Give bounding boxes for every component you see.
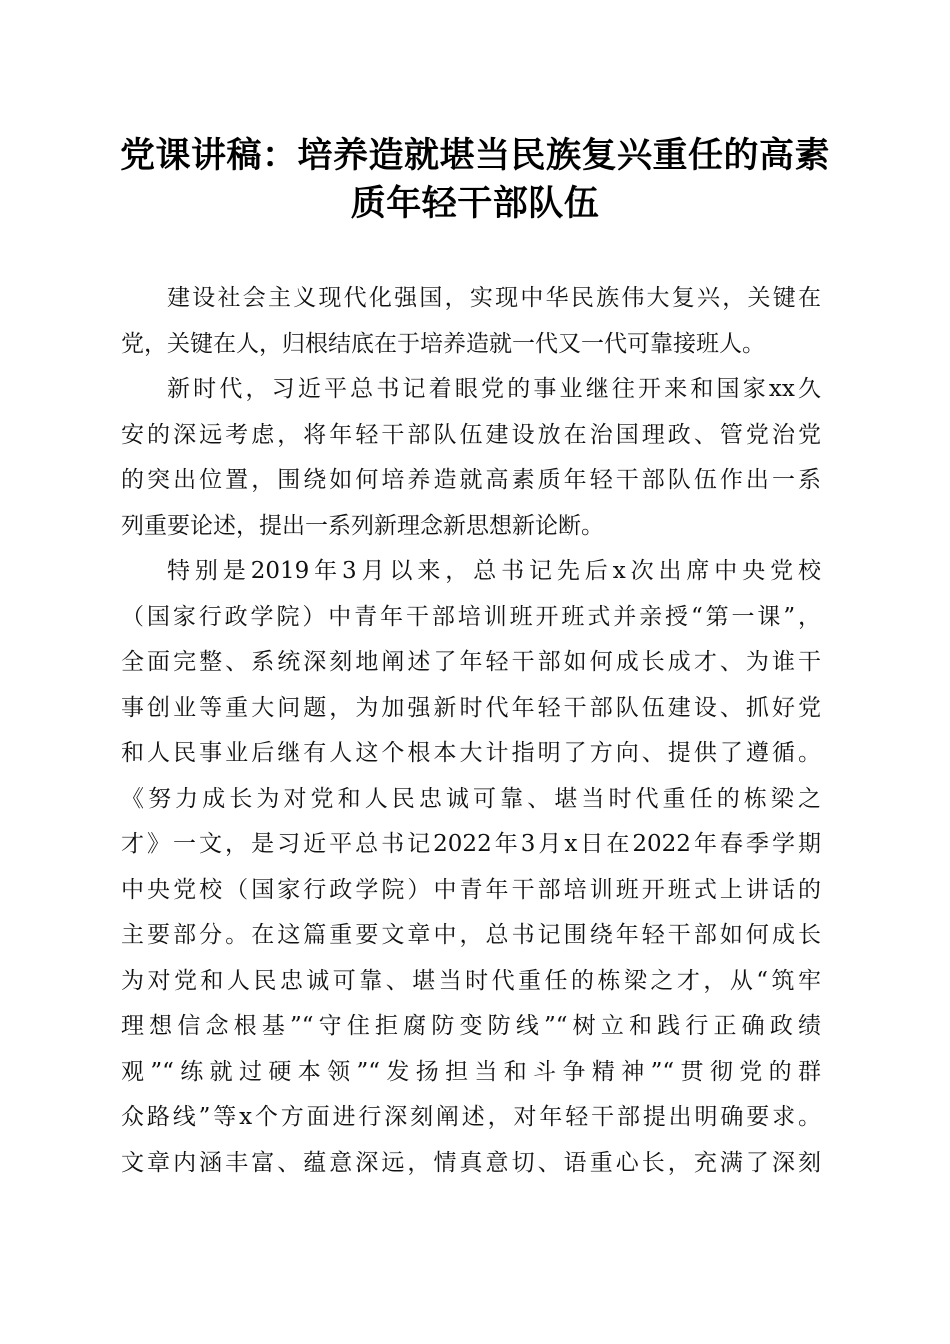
document-title: [110, 132, 840, 228]
paragraph-line: 全面完整、系统深刻地阐述了年轻干部如何成长成才、为谁干: [121, 649, 821, 675]
paragraph-1: [121, 276, 821, 367]
paragraph-line: 理想信念根基”“守住拒腐防变防线”“树立和践行正确政绩: [121, 1013, 821, 1039]
paragraph-line: 的突出位置，围绕如何培养造就高素质年轻干部队伍作出一系: [121, 467, 821, 493]
paragraph-line: 才》一文，是习近平总书记2022年3月x日在2022年春季学期: [121, 831, 821, 857]
paragraph-line: 特别是2019年3月以来，总书记先后x次出席中央党校: [167, 558, 821, 584]
title-line-2: 质年轻干部队伍: [350, 183, 600, 224]
paragraph-line: 中央党校（国家行政学院）中青年干部培训班开班式上讲话的: [121, 876, 821, 903]
paragraph-line: 事创业等重大问题，为加强新时代年轻干部队伍建设、抓好党: [121, 694, 821, 721]
paragraph-line: 众路线”等x个方面进行深刻阐述，对年轻干部提出明确要求。: [121, 1104, 821, 1130]
paragraph-line: （国家行政学院）中青年干部培训班开班式并亲授“第一课”，: [121, 603, 821, 630]
title-line-1: 党课讲稿：培养造就堪当民族复兴重任的高素: [119, 135, 830, 176]
paragraph-line: 文章内涵丰富、蕴意深远，情真意切、语重心长，充满了深刻: [121, 1149, 821, 1176]
paragraph-line: 新时代，习近平总书记着眼党的事业继往开来和国家xx久: [167, 376, 821, 402]
paragraph-line: 安的深远考虑，将年轻干部队伍建设放在治国理政、管党治党: [121, 421, 821, 448]
paragraph-line: 主要部分。在这篇重要文章中，总书记围绕年轻干部如何成长: [121, 922, 821, 948]
paragraph-2: [121, 367, 821, 549]
paragraph-line: 为对党和人民忠诚可靠、堪当时代重任的栋梁之才，从“筑牢: [121, 967, 821, 994]
paragraph-line: 建设社会主义现代化强国，实现中华民族伟大复兴，关键在: [167, 285, 821, 311]
paragraph-line: 《努力成长为对党和人民忠诚可靠、堪当时代重任的栋梁之: [121, 785, 821, 812]
paragraph-line: 观”“练就过硬本领”“发扬担当和斗争精神”“贯彻党的群: [121, 1058, 821, 1085]
paragraph-3: [121, 549, 821, 1186]
paragraph-line: 党，关键在人，归根结底在于培养造就一代又一代可靠接班人。: [121, 330, 765, 357]
document-body: [121, 276, 821, 1186]
paragraph-line: 和人民事业后继有人这个根本大计指明了方向、提供了遵循。: [121, 740, 821, 766]
paragraph-line: 列重要论述，提出一系列新理念新思想新论断。: [121, 512, 604, 539]
